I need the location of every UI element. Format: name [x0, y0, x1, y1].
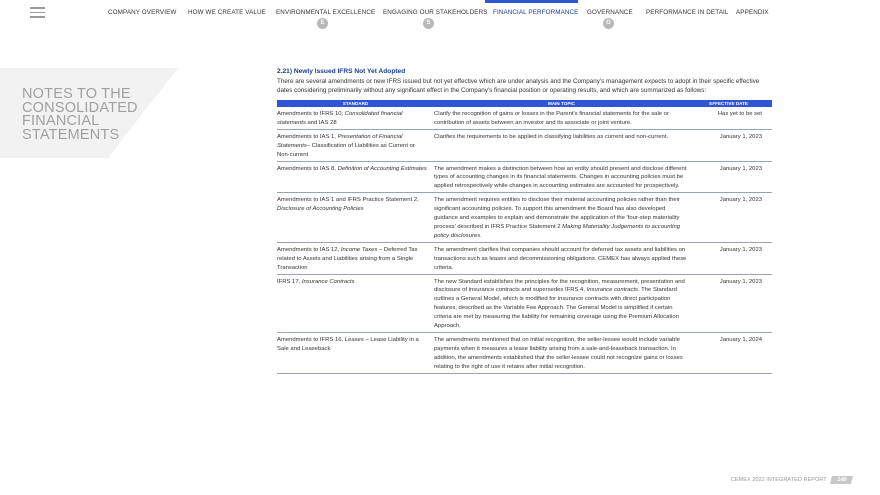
table-row — [277, 129, 772, 161]
section-heading-line: FINANCIAL — [22, 113, 100, 129]
standard-cell: Amendments to IAS 12, Income Taxes – Deferred Tax related to Assets and Liabilities arising from a Single Transaction — [277, 242, 434, 274]
standard-cell: Amendments to IFRS 10, Consolidated financial statements and IAS 28 — [277, 107, 434, 129]
section-heading-line: NOTES TO THE — [22, 86, 131, 102]
header-effective-date: EFFECTIVE DATE — [689, 100, 772, 107]
topic-cell: The amendments mentioned that on initial recognition, the seller-lessee would include variable payments when it measures a lease liability arising from a sale-and-leaseback transaction. In addition, the amendments established that the seller-lessee could not recognize gains or losses relating to the right of use it retains after initial recognition. — [434, 332, 689, 373]
report-name: CEMEX 2022 INTEGRATED REPORT — [730, 477, 827, 483]
topic-cell: The amendment makes a distinction between how an entity should present and disclose different types of accounting changes in its financial statements. Changes in accounting policies must be applied retrospectively while changes in accounting estimates are accounted for prospectively. — [434, 161, 689, 193]
date-cell: January 1, 2023 — [689, 129, 772, 161]
standard-cell: IFRS 17, Insurance Contracts — [277, 274, 434, 332]
governance-badge-icon[interactable]: G — [603, 18, 614, 29]
section-title-panel — [0, 68, 180, 158]
date-cell: January 1, 2023 — [689, 242, 772, 274]
topic-cell: The amendment clarifies that companies should account for deferred tax assets and liabilities on transactions such as leases and decommissioning obligations. CEMEX has always applied these criteria. — [434, 242, 689, 274]
topic-cell: The amendment requires entities to disclose their material accounting policies rather than their significant accounting policies. To support this amendment the Board has also developed guidance and examples to explain and demonstrate the application of the 'four-step materiality process' described in IFRS Practice Statement 2 Making Materiality Judgements to accounting policy disclosures. — [434, 193, 689, 243]
nav-performance-in-detail[interactable]: PERFORMANCE IN DETAIL — [646, 9, 729, 16]
page-footer — [731, 476, 852, 484]
table-row — [277, 161, 772, 193]
standard-cell: Amendments to IFRS 16, Leases – Lease Liability in a Sale and Leaseback — [277, 332, 434, 373]
section-heading-line: STATEMENTS — [22, 126, 120, 143]
table-header-row — [277, 100, 772, 107]
date-cell: January 1, 2023 — [689, 274, 772, 332]
intro-paragraph: There are several amendments or new IFRS issued but not yet effective which are under analysis and the Company's management expects to adopt in their specific effective dates considering preliminarily without any significant effect in the Company's financial position or operating results, and which are summarized as follows: — [277, 78, 760, 94]
header-main-topic: MAIN TOPIC — [434, 100, 689, 107]
date-cell: January 1, 2023 — [689, 193, 772, 243]
nav-how-we-create-value[interactable]: HOW WE CREATE VALUE — [188, 9, 266, 16]
nav-environmental-excellence[interactable]: ENVIRONMENTAL EXCELLENCE — [276, 9, 376, 16]
header-standard: STANDARD — [277, 100, 434, 107]
environmental-badge-icon[interactable]: E — [317, 18, 328, 29]
table-row — [277, 274, 772, 332]
standard-cell: Amendments to IAS 8, Definition of Accounting Estimates — [277, 161, 434, 193]
date-cell: Has yet to be set — [689, 107, 772, 129]
nav-appendix[interactable]: APPENDIX — [736, 9, 769, 16]
standard-cell: Amendments to IAS 1, Presentation of Financial Statements– Classification of Liabilities as Current or Non-current — [277, 129, 434, 161]
nav-governance[interactable]: GOVERNANCE — [587, 9, 633, 16]
standard-cell: Amendments to IAS 1 and IFRS Practice Statement 2, Disclosure of Accounting Policies — [277, 193, 434, 243]
section-heading-line: CONSOLIDATED — [22, 99, 138, 116]
main-content — [277, 68, 772, 374]
nav-company-overview[interactable]: COMPANY OVERVIEW — [108, 9, 177, 16]
social-badge-icon[interactable]: S — [423, 18, 434, 29]
top-nav — [0, 0, 880, 30]
date-cell: January 1, 2023 — [689, 161, 772, 193]
nav-active-indicator — [485, 0, 578, 3]
subsection-title: 2.21) Newly Issued IFRS Not Yet Adopted — [277, 68, 406, 75]
nav-engaging-our-stakeholders[interactable]: ENGAGING OUR STAKEHOLDERS — [383, 9, 488, 16]
table-row — [277, 107, 772, 129]
topic-cell: The new Standard establishes the principles for the recognition, measurement, presentation and disclosure of insurance contracts and supersedes IFRS 4, Insurance contracts. The Standard outlines a General Model, which is modified for insurance contracts with direct participation features, described as the Variable Fee Approach. The General Model is simplified if certain criteria are met by measuring the liability for remaining coverage using the Premium Allocation Approach. — [434, 274, 689, 332]
table-row — [277, 242, 772, 274]
nav-financial-performance[interactable]: FINANCIAL PERFORMANCE — [493, 9, 579, 16]
section-heading — [22, 88, 138, 142]
topic-cell: Clarify the recognition of gains or losses in the Parent's financial statements for the sale or contribution of assets between an investor and its associate or joint venture. — [434, 107, 689, 129]
page-number: 146 — [830, 476, 853, 484]
topic-cell: Clarifies the requirements to be applied in classifying liabilities as current and non-current. — [434, 129, 689, 161]
table-row — [277, 193, 772, 243]
table-row — [277, 332, 772, 373]
ifrs-table — [277, 100, 772, 374]
date-cell: January 1, 2024 — [689, 332, 772, 373]
